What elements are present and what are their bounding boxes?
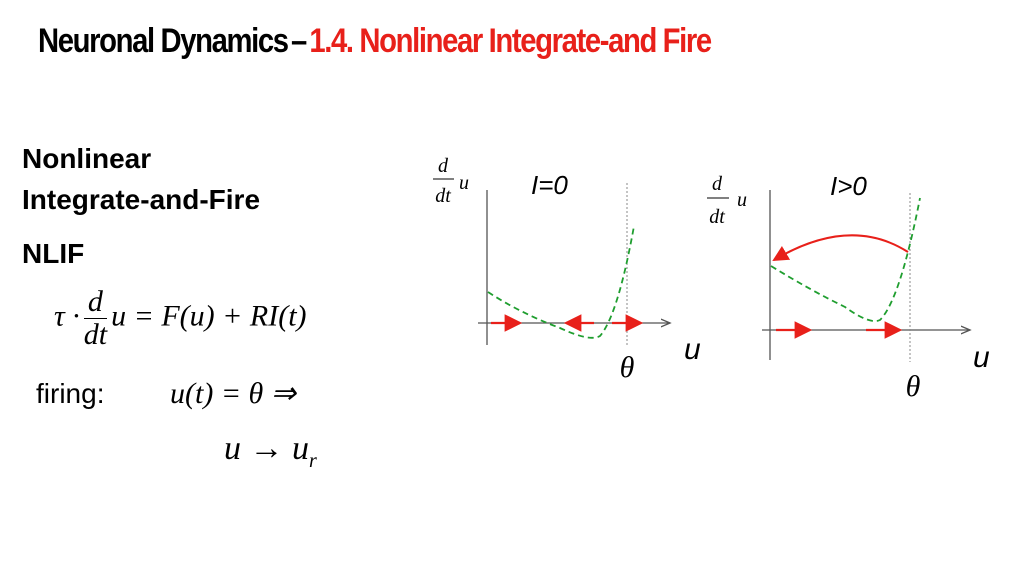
plot1-ylabel-var: u <box>459 172 469 194</box>
eq-tau: τ · <box>54 299 80 333</box>
plot2-ylabel-num: d <box>712 173 722 195</box>
heading-line1: Nonlinear <box>22 143 152 174</box>
firing-condition: u(t) = θ ⇒ <box>170 377 296 410</box>
eq-num: d <box>84 286 107 319</box>
plot1-ylabel-num: d <box>438 155 448 177</box>
plot-i-positive <box>762 190 970 362</box>
plot1-xlabel: u <box>684 333 701 366</box>
plot1-curve <box>488 226 634 338</box>
title-dash: – <box>291 22 306 60</box>
plot2-xlabel: u <box>973 341 990 374</box>
plot1-ylabel-den: dt <box>435 185 451 207</box>
plot2-ylabel-den: dt <box>709 206 725 228</box>
plot2-theta: θ <box>905 370 921 403</box>
eq-rhs: u = F(u) + RI(t) <box>111 299 307 333</box>
title-part1: Neuronal Dynamics <box>38 22 288 60</box>
reset-main: u → u <box>224 430 309 467</box>
plot1-theta: θ <box>619 351 635 384</box>
plot2-condition: I>0 <box>830 171 867 201</box>
acronym: NLIF <box>22 238 85 269</box>
title-part2: 1.4. Nonlinear Integrate-and Fire <box>309 22 711 60</box>
plot2-ylabel-var: u <box>737 189 747 211</box>
reset-sub: r <box>309 449 317 472</box>
plot2-arc-arrow <box>774 235 908 260</box>
plot2-curve <box>771 198 920 321</box>
firing-label: firing: <box>36 378 105 409</box>
plot-i-zero <box>478 183 670 345</box>
plot1-condition: I=0 <box>531 170 568 200</box>
eq-den: dt <box>83 318 108 351</box>
heading-line2: Integrate-and-Fire <box>22 184 261 215</box>
